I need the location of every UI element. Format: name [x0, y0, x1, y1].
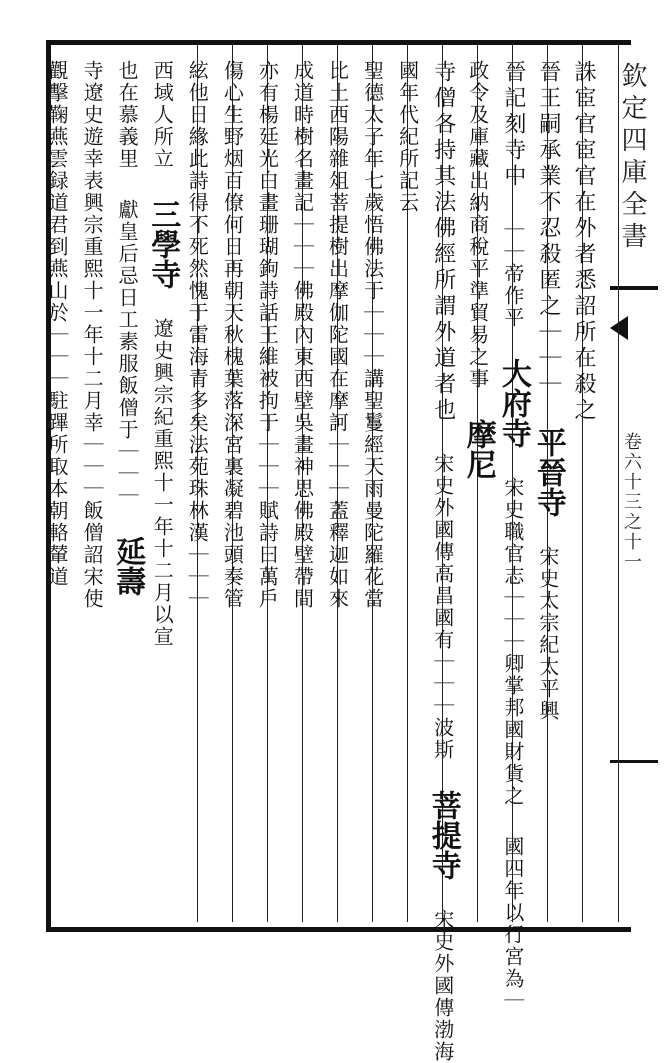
text-column-16: 觀擊鞠燕雲録道君到燕山於｜｜｜駐蹕所取本朝輅輦道 [45, 60, 69, 588]
text-column-8: 比土西陽雜俎菩提樹出摩伽陀國在摩訶｜｜｜蓋釋迦如來 [325, 60, 350, 610]
text-column-14: 也在慕義里 獻皇后忌日工素服飯僧于｜｜｜ 延壽 [110, 60, 146, 596]
text-column-13: 西域人所立 三學寺 遼史興宗紀重熙十一年十二月以宣 [145, 60, 181, 648]
text-column-11: 傷心生野烟百僚何日再朝天秋槐葉落深宮裏凝碧池頭奏管 [220, 60, 245, 610]
heading-sanxue-temple: 三學寺 [145, 199, 181, 289]
chapter-number: 卷六十三之十一 [621, 432, 642, 572]
text-column-10: 亦有楊廷光白畫珊瑚鉤詩話王維被拘于｜｜｜賦詩曰萬戶 [255, 60, 280, 610]
heading-dafu-temple: 大府寺 [495, 358, 531, 448]
text-column-5: 寺僧各持其法佛經所謂外道者也 宋史外國傳高昌國有｜｜｜波斯 菩提寺 宋史外國傳渤海 [425, 60, 461, 1063]
heading-puti-temple: 菩提寺 [425, 790, 461, 880]
heading-yanshou-temple: 延壽 [110, 536, 146, 596]
text-column-2: 晉王嗣承業不忍殺匿之｜｜｜ 平晉寺 宋史太宗紀太平興 [530, 60, 566, 722]
text-column-7: 聖德太子年七歲悟佛法于｜｜｜講聖鬘經天雨曼陀羅花當 [360, 60, 385, 610]
text-column-15: 寺遼史遊幸表興宗重熙十一年十二月幸｜｜｜飯僧詔宋使 [80, 60, 105, 610]
text-column-6: 國年代紀所記云 [395, 60, 420, 214]
text-column-3: 晉記刻寺中 ｜｜帝作平 大府寺 宋史職官志｜｜｜卿掌邦國財貨之 國四年以行宮為｜ [495, 60, 531, 1012]
text-column-12: 絃他日緣此詩得不死然愧于雷海青多矣法苑珠林漢｜｜｜ [185, 60, 210, 610]
book-title: 欽定四庫全書 [617, 62, 647, 254]
center-margin [608, 52, 658, 922]
text-column-1: 誅宦官宦官在外者悉詔所在殺之 [571, 60, 596, 424]
text-column-9: 成道時樹名畫記｜｜｜佛殿內東西壁吳畫神思佛殿壁帶間 [290, 60, 315, 610]
column-rule [618, 45, 619, 922]
heading-moni-temple: 摩尼 [460, 419, 496, 479]
heading-pingjin-temple: 平晉寺 [530, 427, 566, 517]
text-column-4: 政令及庫藏出納商稅平準貿易之事 摩尼 [460, 60, 496, 479]
